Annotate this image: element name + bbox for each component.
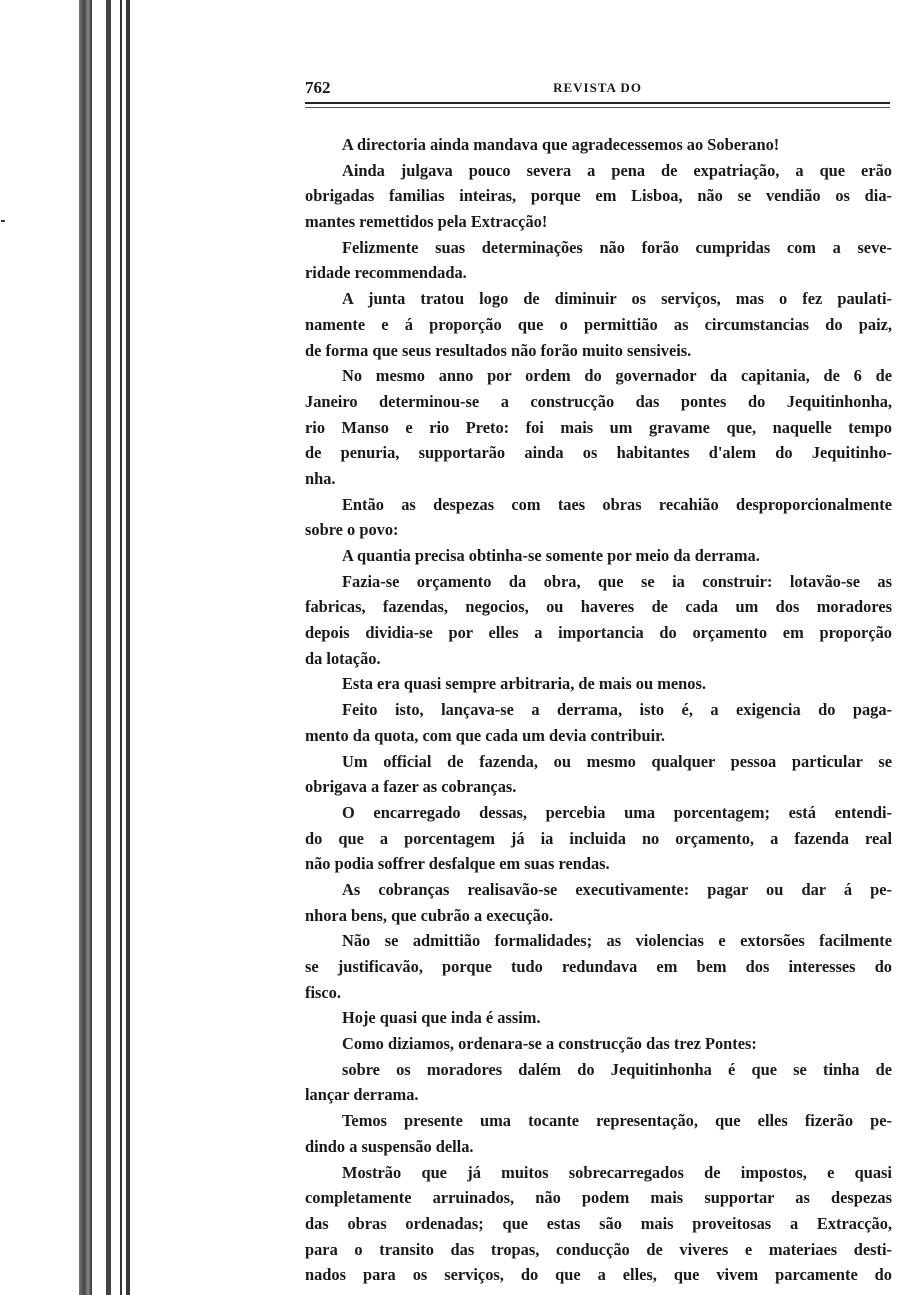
text-line: nha.: [305, 468, 336, 488]
text-line: Hoje quasi que inda é assim.: [342, 1008, 541, 1028]
header-rule: [305, 102, 890, 108]
text-line: Não se admittião formalidades; as violencias e extorsões facilmente: [342, 931, 892, 951]
text-line: de penuria, supportarão ainda os habitantes d'alem do Jequitinho-: [305, 443, 892, 463]
text-line: Ainda julgava pouco severa a pena de expatriação, a que erão: [342, 160, 892, 180]
text-line: das obras ordenadas; que estas são mais proveitosas a Extracção,: [305, 1213, 892, 1233]
text-line: Como diziamos, ordenara-se a construcção das trez Pontes:: [342, 1034, 757, 1054]
text-line: No mesmo anno por ordem do governador da capitania, de 6 de: [342, 366, 892, 386]
text-line: mantes remettidos pela Extracção!: [305, 212, 548, 232]
text-line: Fazia-se orçamento da obra, que se ia construir: lotavão-se as: [342, 571, 892, 591]
text-line: do que a porcentagem já ia incluida no orçamento, a fazenda real: [305, 828, 892, 848]
text-line: dindo a suspensão della.: [305, 1136, 474, 1156]
scan-mark: [1, 220, 5, 222]
text-line: Temos presente uma tocante representação, que elles fizerão pe-: [342, 1111, 892, 1131]
text-line: depois dividia-se por elles a importancia do orçamento em proporção: [305, 623, 892, 643]
text-line: nados para os serviços, do que a elles, que vivem parcamente do: [305, 1265, 892, 1285]
text-line: As cobranças realisavão-se executivamente: pagar ou dar á pe-: [342, 879, 892, 899]
text-line: sobre o povo:: [305, 520, 399, 540]
book-binding-line: [120, 0, 122, 1295]
text-line: mento da quota, com que cada um devia contribuir.: [305, 725, 666, 745]
page-number: 762: [305, 78, 331, 97]
text-line: da lotação.: [305, 648, 381, 668]
text-line: fabricas, fazendas, negocios, ou haveres de cada um dos moradores: [305, 597, 892, 617]
text-line: sobre os moradores dalém do Jequitinhonha é que se tinha de: [342, 1059, 892, 1079]
text-line: Um official de fazenda, ou mesmo qualquer pessoa particular se: [342, 751, 892, 771]
text-line: nhora bens, que cubrão a execução.: [305, 905, 554, 925]
book-binding-edge: [79, 0, 92, 1295]
text-line: não podia soffrer desfalque em suas rendas.: [305, 854, 610, 874]
text-line: obrigadas familias inteiras, porque em Lisboa, não se vendião os dia-: [305, 186, 892, 206]
text-line: ridade recommendada.: [305, 263, 467, 283]
text-line: namente e á proporção que o permittião as circumstancias do paiz,: [305, 314, 892, 334]
text-line: A quantia precisa obtinha-se somente por meio da derrama.: [342, 546, 760, 565]
text-line: obrigava a fazer as cobranças.: [305, 777, 517, 797]
text-line: A junta tratou logo de diminuir os serviços, mas o fez paulati-: [342, 289, 892, 309]
text-line: lançar derrama.: [305, 1085, 419, 1105]
text-line: Janeiro determinou-se a construcção das pontes do Jequitinhonha,: [305, 391, 892, 411]
text-line: de forma que seus resultados não forão muito sensiveis.: [305, 340, 692, 360]
page-body-text: [305, 132, 892, 1288]
book-binding-line: [106, 0, 111, 1295]
text-line: completamente arruinados, não podem mais supportar as despezas: [305, 1188, 892, 1208]
text-line: Feito isto, lançava-se a derrama, isto é, a exigencia do paga-: [342, 700, 892, 720]
text-line: Então as despezas com taes obras recahião desproporcionalmente: [342, 494, 892, 514]
text-line: para o transito das tropas, conducção de viveres e materiaes desti-: [305, 1239, 892, 1259]
text-line: rio Manso e rio Preto: foi mais um gravame que, naquelle tempo: [305, 417, 892, 437]
book-binding-line: [126, 0, 130, 1295]
text-line: Felizmente suas determinações não forão cumpridas com a seve-: [342, 237, 892, 257]
running-title: REVISTA DO: [553, 80, 642, 95]
text-line: A directoria ainda mandava que agradecessemos ao Soberano!: [342, 135, 780, 154]
text-line: fisco.: [305, 982, 341, 1002]
text-line: Esta era quasi sempre arbitraria, de mais ou menos.: [342, 674, 706, 694]
text-line: O encarregado dessas, percebia uma porcentagem; está entendi-: [342, 802, 892, 822]
text-line: Mostrão que já muitos sobrecarregados de impostos, e quasi: [342, 1162, 892, 1182]
page-header: [305, 78, 890, 100]
text-line: se justificavão, porque tudo redundava em bem dos interesses do: [305, 957, 892, 976]
